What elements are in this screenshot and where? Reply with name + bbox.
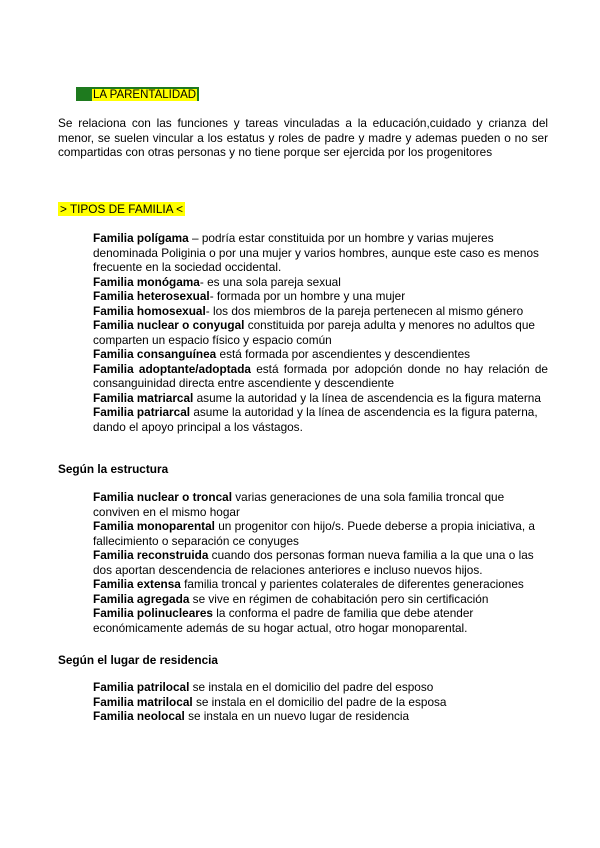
residence-heading: Según el lugar de residencia [58,653,218,667]
section-title [76,87,199,101]
list-item: Familia heterosexual- formada por un hombre y una mujer [93,289,406,303]
list-item: Familia adoptante/adoptada está formada por adopción donde no hay relación de consanguinidad directa entre ascendiente y descendiente [93,361,548,390]
list-item: Familia neolocal se instala en un nuevo lugar de residencia [93,709,410,723]
list-item: Familia patriarcal asume la autoridad y la línea de ascendencia es la figura paterna, dando el apoyo principal a los vástagos. [93,405,538,434]
list-item: Familia consanguínea está formada por ascendientes y descendientes [93,347,471,361]
list-item: Familia reconstruida cuando dos personas forman nueva familia a la que una o las dos aportan descendencia de relaciones anteriores e incluso nuevos hijos. [93,548,534,577]
list-item: Familia nuclear o conyugal constituida por pareja adulta y menores no adultos que comparten un espacio físico y espacio común [93,318,535,347]
types-heading: > TIPOS DE FAMILIA < [60,202,184,216]
residence-list [93,680,548,724]
list-item: Familia monoparental un progenitor con hijo/s. Puede deberse a propia iniciativa, a fallecimiento o separación ce conyuges [93,519,535,548]
list-item: Familia polinucleares la conforma el padre de familia que debe atender económicamente además de su hogar actual, otro hogar monoparental. [93,606,474,635]
list-item: Familia monógama- es una sola pareja sexual [93,274,341,289]
list-item: Familia patrilocal se instala en el domicilio del padre del esposo [93,680,434,694]
list-item: Familia matrilocal se instala en el domicilio del padre de la esposa [93,694,447,709]
list-item: Familia matriarcal asume la autoridad y la línea de ascendencia es la figura materna [93,390,541,405]
types-list [93,231,548,434]
structure-list [93,490,548,635]
structure-heading: Según la estructura [58,462,169,476]
list-item: Familia homosexual- los dos miembros de la pareja pertenecen al mismo género [93,303,524,318]
list-item: Familia agregada se vive en régimen de cohabitación pero sin certificación [93,591,489,606]
section-title-text: LA PARENTALIDAD [93,89,197,101]
list-item: Familia polígama – podría estar constituida por un hombre y varias mujeres denominada Poliginia o por una mujer y varios hombres, aunque este caso es menos frecuente en la sociedad occidental. [93,231,539,274]
intro-paragraph: Se relaciona con las funciones y tareas vinculadas a la educación,cuidado y crianza del menor, se suelen vincular a los estatus y roles de padre y madre y ademas pueden o no ser compartidas con otras personas y no tiene porque ser ejercida por los progenitores [58,116,548,159]
list-item: Familia extensa familia troncal y parientes colaterales de diferentes generaciones [93,577,524,591]
list-item: Familia nuclear o troncal varias generaciones de una sola familia troncal que conviven en el mismo hogar [93,490,505,519]
